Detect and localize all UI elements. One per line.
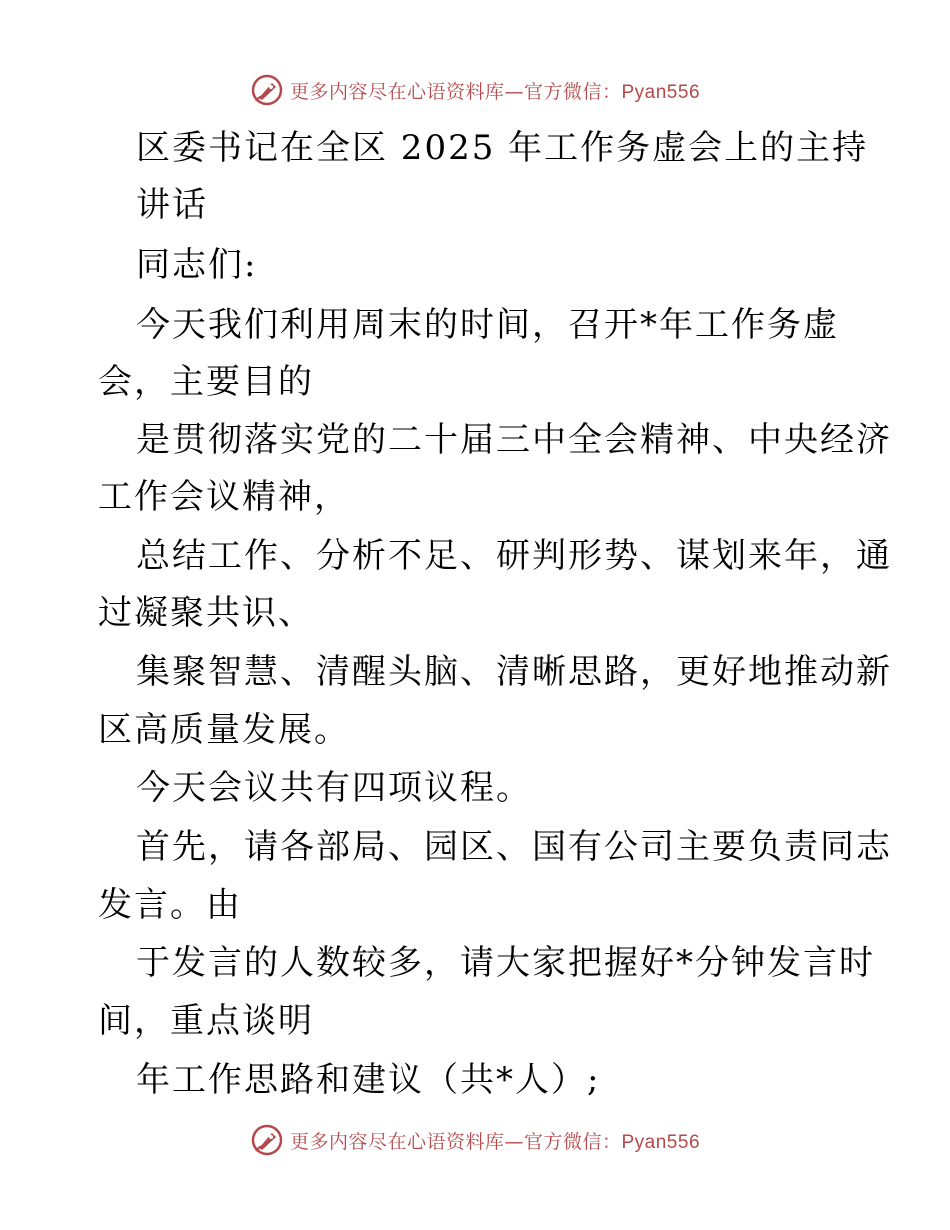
document-paragraph-line: 集聚智慧、清醒头脑、清晰思路，更好地推动新: [136, 652, 892, 692]
document-paragraph-line: 会，主要目的: [98, 362, 314, 402]
footer-watermark: [0, 1120, 950, 1160]
document-paragraph-line: 是贯彻落实党的二十届三中全会精神、中央经济: [136, 420, 892, 460]
document-paragraph-line: 发言。由: [98, 885, 242, 925]
document-paragraph-line: 工作会议精神，: [98, 477, 350, 517]
header-watermark: [0, 70, 950, 110]
watermark-text: [290, 1127, 700, 1154]
document-paragraph-line: 于发言的人数较多，请大家把握好*分钟发言时: [136, 943, 875, 983]
document-paragraph-line: 年工作思路和建议（共*人）;: [136, 1060, 601, 1100]
document-paragraph-line: 首先，请各部局、园区、国有公司主要负责同志: [136, 827, 892, 867]
document-paragraph-line: 区高质量发展。: [98, 710, 350, 750]
document-title-line-1: 区委书记在全区 2025 年工作务虚会上的主持: [136, 128, 869, 168]
document-salutation: 同志们:: [136, 245, 258, 285]
document-title-line-2: 讲话: [136, 185, 208, 225]
watermark-official-label: 官方微信：: [523, 80, 622, 103]
document-paragraph-line: 今天会议共有四项议程。: [136, 768, 532, 808]
document-paragraph-line: 过凝聚共识、: [98, 593, 314, 633]
watermark-dash: —: [504, 80, 524, 103]
pen-nib-logo-icon: [250, 73, 284, 107]
watermark-main-text: 更多内容尽在心语资料库: [289, 80, 505, 103]
watermark-main-text: 更多内容尽在心语资料库: [289, 1130, 505, 1153]
document-paragraph-line: 总结工作、分析不足、研判形势、谋划来年，通: [136, 536, 892, 576]
document-paragraph-line: 今天我们利用周末的时间，召开*年工作务虚: [136, 305, 839, 345]
watermark-text: [290, 77, 700, 104]
watermark-dash: —: [504, 1130, 524, 1153]
pen-nib-logo-icon: [250, 1123, 284, 1157]
watermark-wechat-id: Pyan556: [621, 1131, 701, 1153]
document-paragraph-line: 间，重点谈明: [98, 1001, 314, 1041]
watermark-wechat-id: Pyan556: [621, 81, 701, 103]
watermark-official-label: 官方微信：: [523, 1130, 622, 1153]
